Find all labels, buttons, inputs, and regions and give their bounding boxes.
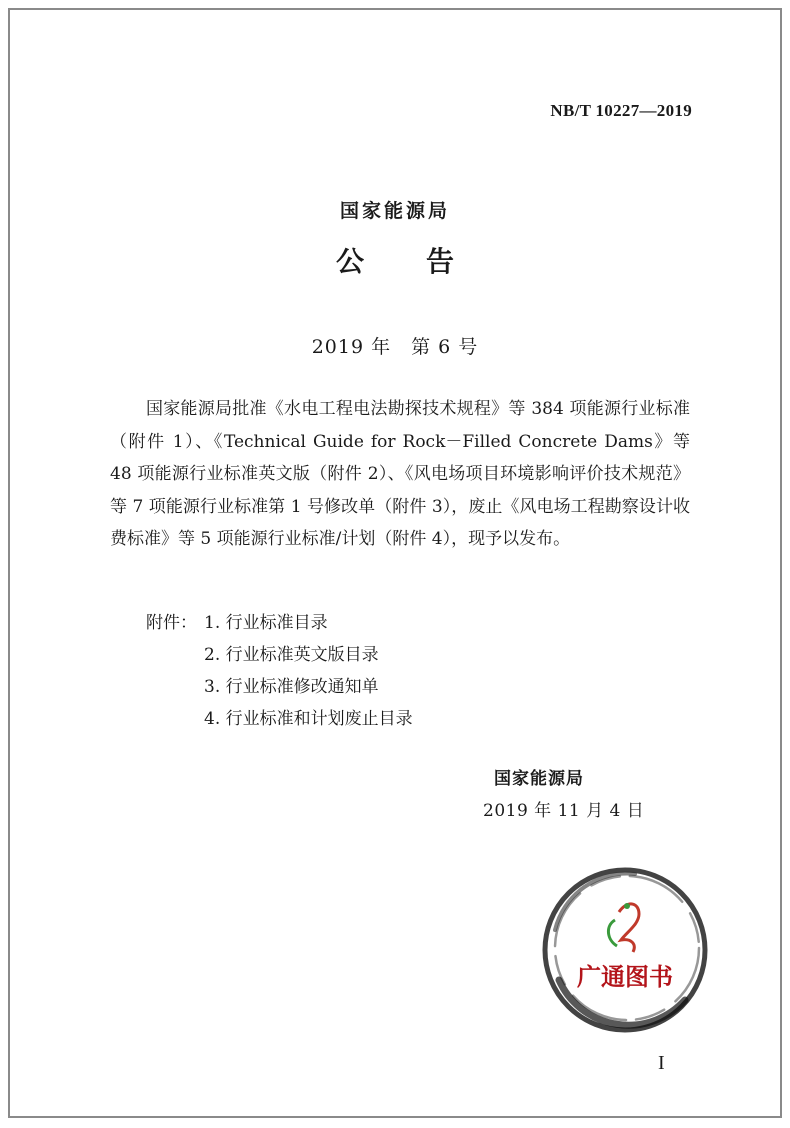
attachment-item: 3. 行业标准修改通知单: [204, 677, 379, 697]
list-item: [146, 639, 413, 671]
list-item: [146, 607, 413, 639]
notice-issuer: 国家能源局: [339, 200, 450, 222]
attachment-item: 1. 行业标准目录: [204, 613, 328, 633]
attachments-list: [146, 607, 413, 735]
list-item: [146, 671, 413, 703]
stamp-ring: [545, 870, 705, 1030]
publisher-stamp: [535, 860, 715, 1040]
signature-organization: 国家能源局: [494, 769, 584, 789]
stamp-text: 广通图书: [577, 962, 673, 991]
notice-title: 公告: [335, 245, 516, 278]
signature-date: 2019 年 11 月 4 日: [483, 801, 645, 821]
page-number: I: [658, 1052, 665, 1074]
standard-code: NB/T 10227—2019: [550, 101, 692, 120]
attachments-lead: 附件：: [146, 613, 197, 633]
list-item: [146, 703, 413, 735]
notice-body: 国家能源局批准《水电工程电法勘探技术规程》等 384 项能源行业标准（附件 1）、《Technical Guide for Rock－Filled Concrete Dams》等 48 项能源行业标准英文版（附件 2）、《风电场项目环境影响评价技术规范》等 7 项能源行业标准第 1 号修改单（附件 3），废止《风电场工程勘察设计收费标准》等 5 项能源行业标准/计划（附件 4），现予以发布。: [110, 399, 690, 549]
leaf-logo-icon: [608, 903, 639, 952]
attachment-item: 2. 行业标准英文版目录: [204, 645, 379, 665]
notice-number: 2019 年 第 6 号: [311, 336, 479, 358]
attachment-item: 4. 行业标准和计划废止目录: [204, 709, 413, 729]
